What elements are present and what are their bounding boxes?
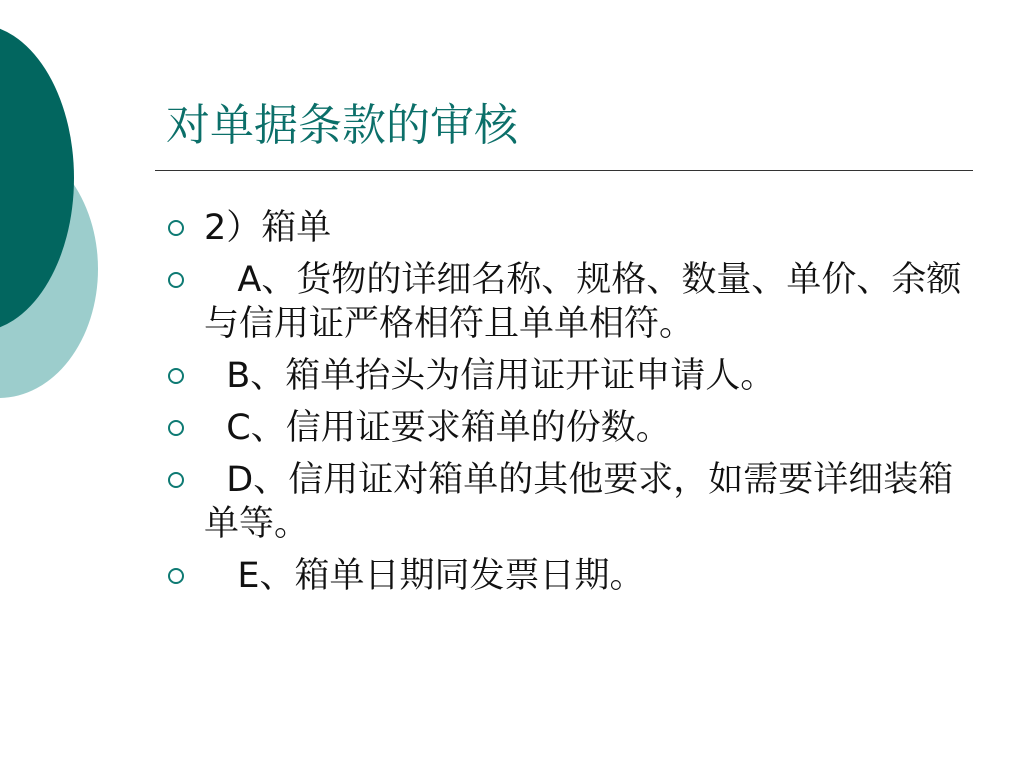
bullet-text: A、货物的详细名称、规格、数量、单价、余额与信用证严格相符且单单相符。 (204, 260, 962, 344)
bullet-text: B、箱单抬头为信用证开证申请人。 (204, 356, 776, 396)
slide-title: 对单据条款的审核 (166, 100, 518, 151)
bullet-item (160, 458, 968, 546)
bullet-circle-icon (168, 568, 184, 584)
bullet-circle-icon (168, 368, 184, 384)
bullet-text: D、信用证对箱单的其他要求，如需要详细装箱单等。 (204, 460, 954, 544)
bullet-circle-icon (168, 472, 184, 488)
bullet-circle-icon (168, 272, 184, 288)
title-divider (155, 170, 973, 171)
bullet-item (160, 406, 968, 450)
bullet-item (160, 354, 968, 398)
bullet-item (160, 258, 968, 346)
bullet-circle-icon (168, 420, 184, 436)
bullet-text: 2）箱单 (204, 208, 332, 248)
bullet-item (160, 206, 968, 250)
bullet-circle-icon (168, 220, 184, 236)
bullet-text: C、信用证要求箱单的份数。 (204, 408, 671, 448)
bullet-item (160, 554, 968, 598)
bullet-text: E、箱单日期同发票日期。 (204, 556, 645, 596)
bullet-list (160, 206, 968, 606)
